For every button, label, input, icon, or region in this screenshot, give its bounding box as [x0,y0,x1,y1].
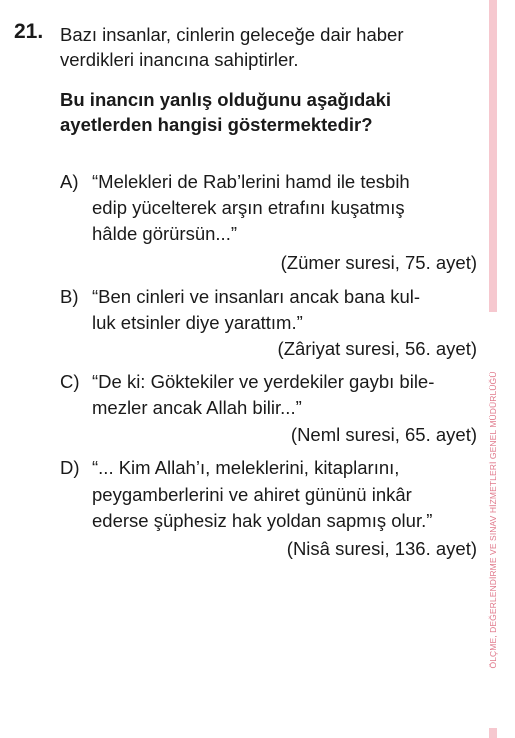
option-c-line-2: mezler ancak Allah bilir...” [92,397,302,418]
sidebar-accent-bar [489,0,497,312]
option-d-line-3: ederse şüphesiz hak yoldan sapmış olur.” [92,510,433,531]
question-stem-line-1: Bazı insanlar, cinlerin geleceğe dair haber [60,24,404,45]
option-b-line-1: “Ben cinleri ve insanları ancak bana kul- [92,286,421,307]
question-stem-line-2: verdikleri inancına sahiptirler. [60,49,299,70]
option-d-letter[interactable]: D) [60,457,80,478]
option-a-letter[interactable]: A) [60,171,79,192]
sidebar-accent-bar-bottom [489,728,497,738]
option-b-reference: (Zâriyat suresi, 56. ayet) [277,338,477,359]
option-a-reference: (Zümer suresi, 75. ayet) [280,252,477,273]
option-c-reference: (Neml suresi, 65. ayet) [290,424,477,445]
question-prompt-line-2: ayetlerden hangisi göstermektedir? [60,114,373,135]
question-number: 21. [14,20,44,43]
option-c-letter[interactable]: C) [60,371,80,392]
option-d-line-2: peygamberlerini ve ahiret gününü inkâr [92,484,412,505]
option-a-line-3: hâlde görürsün...” [92,223,238,244]
option-b-line-2: luk etsinler diye yarattım.” [92,312,303,333]
question-prompt-line-1: Bu inancın yanlış olduğunu aşağıdaki [60,89,391,110]
sidebar-publisher-text: ÖLÇME, DEĞERLENDİRME VE SINAV HİZMETLERİ GENEL MÜDÜRLÜĞÜ [488,371,498,669]
option-a-line-1: “Melekleri de Rab’lerini hamd ile tesbih [92,171,410,192]
option-d-reference: (Nisâ suresi, 136. ayet) [286,538,477,559]
option-c-line-1: “De ki: Göktekiler ve yerdekiler gaybı bile- [92,371,435,392]
option-d-line-1: “... Kim Allah’ı, meleklerini, kitaplarını, [92,457,400,478]
option-b-letter[interactable]: B) [60,286,79,307]
option-a-line-2: edip yücelterek arşın etrafını kuşatmış [92,197,405,218]
